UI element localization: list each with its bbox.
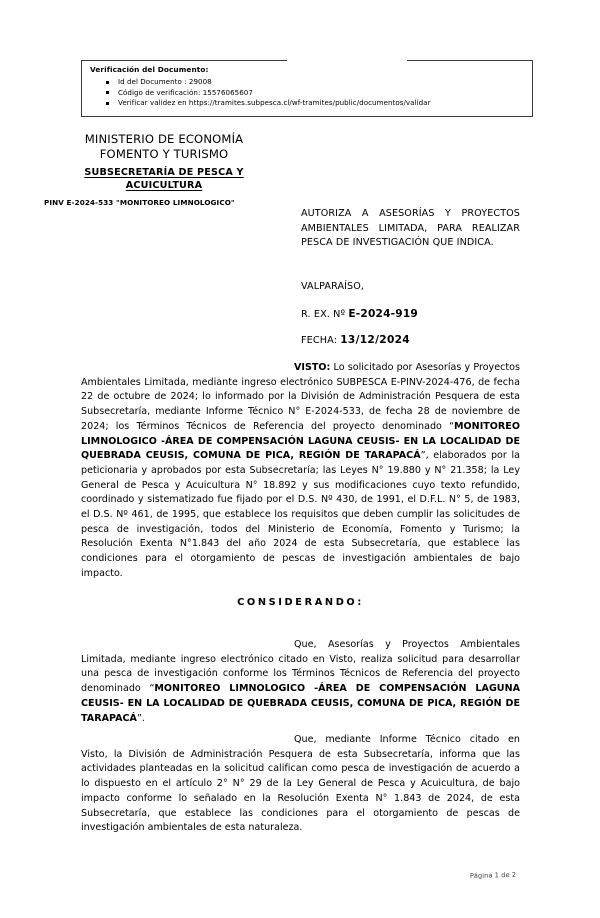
verification-box-notch [287, 59, 407, 63]
ministry-line-1: MINISTERIO DE ECONOMÍA [84, 132, 244, 146]
verification-item-document-id [104, 77, 431, 88]
subsecretaria-line-1-text: SUBSECRETARÍA DE PESCA Y [84, 167, 244, 178]
considerando-1-project-title: MONITOREO LIMNOLOGICO -ÁREA DE COMPENSACIÓN LAGUNA CEUSIS- EN LA LOCALIDAD DE QUEBRADA CEUSIS, COMUNA DE PICA, REGIÓN DE TARAPACÁ [81, 683, 520, 724]
visto-text-part-1: Lo solicitado por Asesorías y Proyectos Ambientales Limitada, mediante ingreso electrónico SUBPESCA E-PINV-2024-476, de fecha 22 de octubre de 2024; lo informado por la División de Administración Pesquera de esta Subsecretaría, mediante Informe Técnico N° E-2024-533, de fecha 28 de noviembre de 2024; los Términos Técnicos de Referencia del proyecto denominado “ [81, 362, 520, 432]
visto-paragraph [81, 361, 520, 582]
resolution-date [301, 334, 410, 346]
considerando-2-text [81, 733, 520, 836]
subsecretaria-line-2-text: ACUICULTURA [125, 179, 203, 191]
verification-item-code [104, 88, 431, 99]
page-footer: Página 1 de 2 [469, 870, 517, 880]
considerando-heading: CONSIDERANDO: [237, 597, 364, 608]
considerando-paragraph-1 [81, 638, 520, 726]
subsecretaria-line-1 [44, 167, 284, 180]
bullet-icon [106, 91, 109, 94]
ministry-line-2: FOMENTO Y TURISMO [99, 147, 229, 161]
verification-item-text: Id del Documento : 29008 [118, 77, 212, 86]
verification-box [81, 60, 533, 117]
letterhead [44, 132, 284, 207]
subject-line: AUTORIZA A ASESORÍAS Y PROYECTOS AMBIENTALES LIMITADA, PARA REALIZAR PESCA DE INVESTIGACIÓN QUE INDICA. [301, 208, 520, 249]
resolution-number-label: R. EX. Nº [301, 309, 349, 320]
visto-text-part-2: ”, elaborados por la peticionaria y aprobados por esta Subsecretaría; las Leyes N° 19.880 y N° 21.358; la Ley General de Pesca y Acuicultura N° 18.892 y sus modificaciones cuyo texto refundido, coordinado y sistematizado fue fijado por el D.S. Nº 430, de 1991, el D.F.L. N° 5, de 1983, el D.S. Nº 461, de 1995, que establece los requisitos que deben cumplir las solicitudes de pesca de investigación, todos del Ministerio de Economía, Fomento y Turismo; la Resolución Exenta N°1.843 del año 2024 de esta Subsecretaría, que establece las condiciones para el otorgamiento de pescas de investigación ambientales de bajo impacto. [81, 450, 520, 579]
place-line: VALPARAÍSO, [301, 281, 365, 292]
visto-keyword: VISTO: [294, 362, 331, 373]
subsecretaria-block [44, 167, 284, 192]
resolution-date-label: FECHA: [301, 335, 341, 346]
resolution-number-value: E-2024-919 [348, 308, 418, 320]
verification-item-text: Verificar validez en https://tramites.subpesca.cl/wf-tramites/public/documentos/validar [118, 98, 431, 107]
bullet-icon [106, 81, 109, 84]
considerando-1-text-part-1: Que, Asesorías y Proyectos Ambientales Limitada, mediante ingreso electrónico citado en Visto, realiza solicitud para desarrollar una pesca de investigación conforme los Términos Técnicos de Referencia del proyecto denominado “ [81, 639, 520, 695]
considerando-1-text-part-2: ”. [136, 712, 145, 724]
visto-text [81, 361, 520, 582]
considerando-1-text [81, 638, 520, 726]
verification-item-text: Código de verificación: 15576065607 [118, 87, 253, 97]
verification-item-url [104, 98, 431, 109]
resolution-number [301, 308, 418, 320]
subsecretaria-line-2 [44, 180, 284, 193]
pinv-reference: PINV E-2024-533 "MONITOREO LIMNOLOGICO" [44, 198, 235, 207]
considerando-2-text-body: Que, mediante Informe Técnico citado en Visto, la División de Administración Pesquera de esta Subsecretaría, informa que las actividades planteadas en la solicitud califican como pesca de investigación de acuerdo a lo dispuesto en el artículo 2° N° 29 de la Ley General de Pesca y Acuicultura, de bajo impacto conforme lo señalado en la Resolución Exenta N° 1.843 de 2024, de esta Subsecretaría, que establece las condiciones para el otorgamiento de pescas de investigación ambientales de esta naturaleza. [81, 734, 520, 834]
verification-title: Verificación del Documento: [90, 65, 209, 74]
visto-project-title: MONITOREO LIMNOLOGICO -ÁREA DE COMPENSACIÓN LAGUNA CEUSIS- EN LA LOCALIDAD DE QUEBRADA CEUSIS, COMUNA DE PICA, REGIÓN DE TARAPACÁ [81, 420, 520, 462]
bullet-icon [106, 102, 109, 105]
verification-list [104, 77, 431, 109]
considerando-paragraph-2 [81, 733, 520, 836]
resolution-date-value: 13/12/2024 [340, 334, 410, 346]
